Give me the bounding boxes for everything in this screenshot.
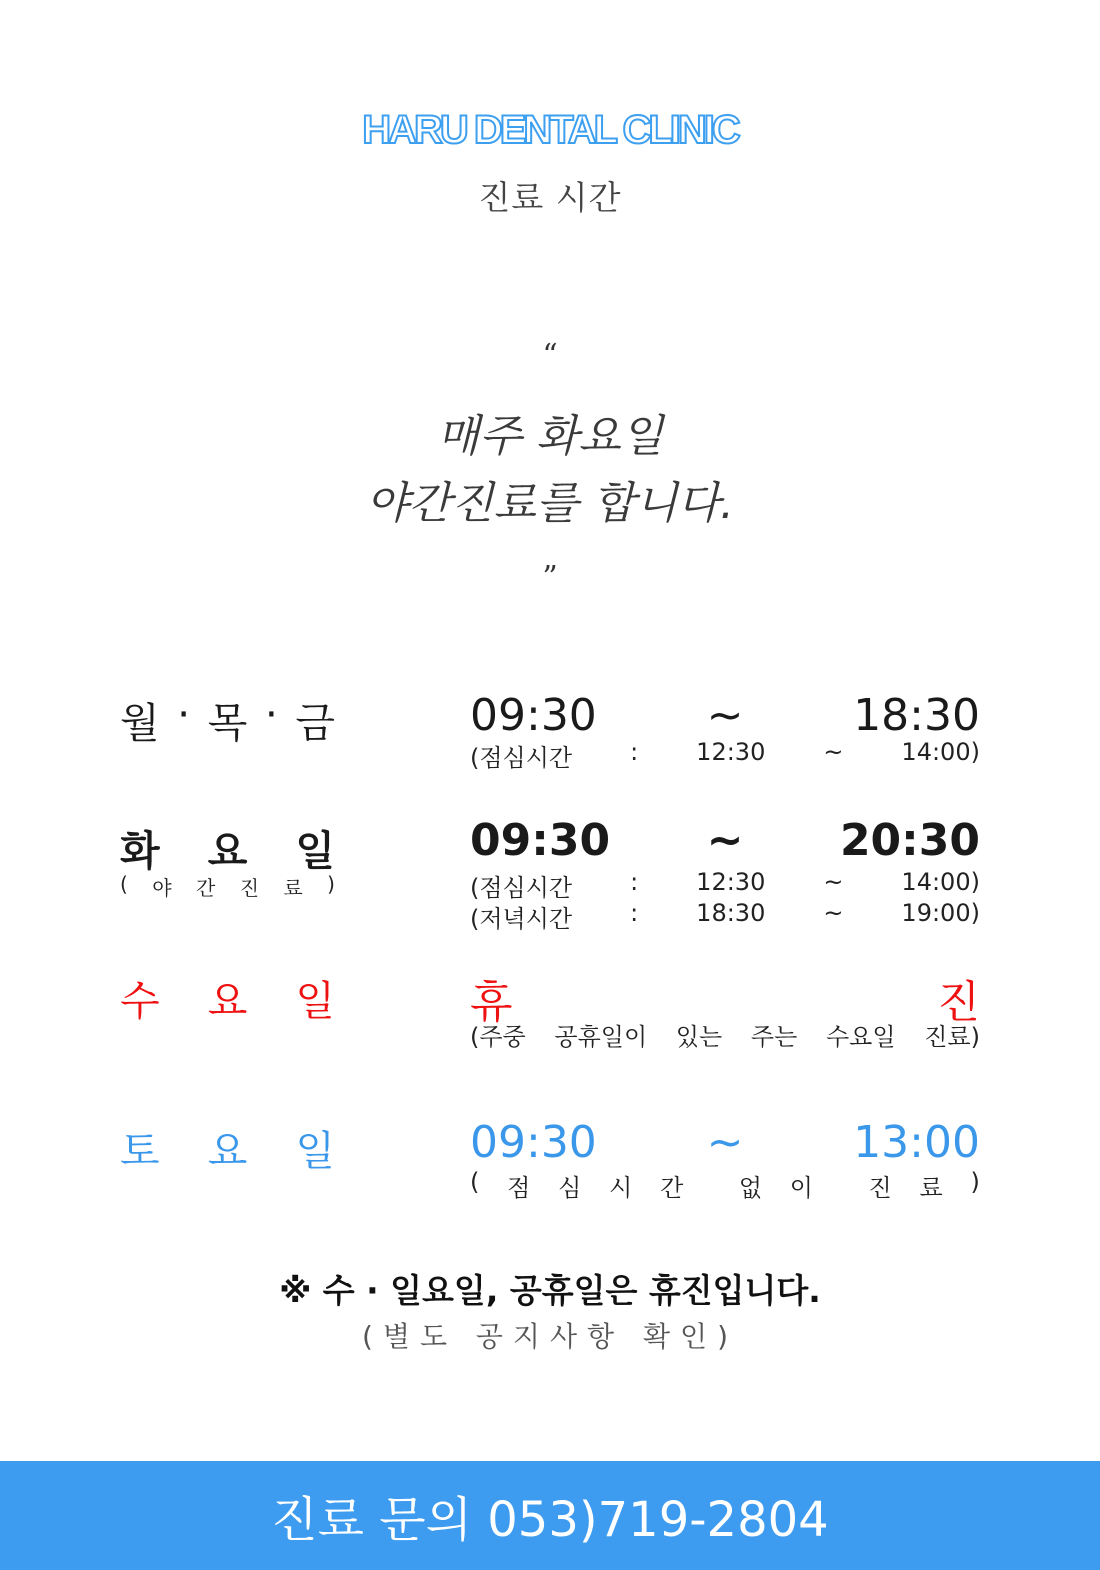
hours-mon-thu-fri [470,690,980,741]
saturday-no-lunch-note-part: 진 [868,1174,892,1202]
page-title: 진료 시간 [478,178,622,217]
hours-tuesday-part: 09:30 [470,815,611,866]
quote-line-2: 야간진료를 합니다. [365,478,734,529]
lunch-note-tuesday-part: : [630,868,639,896]
quote-line-1: 매주 화요일 [436,411,664,462]
hours-saturday [470,1117,980,1168]
lunch-note-tuesday-part: 14:00) [901,868,980,896]
closed-days-notice: ※ 수 · 일요일, 공휴일은 휴진입니다. [279,1271,821,1310]
wednesday-holiday-note-part: (주중 [470,1023,526,1051]
hours-mon-thu-fri-part: 18:30 [853,690,980,741]
dinner-note-tuesday-part: (저녁시간 [470,905,573,933]
day-label-wednesday [120,968,335,1027]
hours-tuesday-part: 20:30 [839,815,980,866]
dinner-note-tuesday-part: 19:00) [901,899,980,927]
night-clinic-label [120,872,335,901]
day-label-tuesday-part: 일 [295,827,335,875]
day-label-mon-thu-fri-part: · [264,690,278,738]
notice-reference: (별도 공지사항 확인) [361,1320,739,1353]
dinner-note-tuesday [470,899,980,934]
dinner-note-tuesday-part: ~ [823,899,844,927]
day-label-wednesday-part: 수 [120,977,160,1025]
dinner-note-tuesday-part: 18:30 [696,899,766,927]
day-label-mon-thu-fri [120,690,335,749]
day-label-tuesday-part: 화 [120,827,160,875]
saturday-no-lunch-note-part: ) [970,1168,980,1196]
saturday-no-lunch-note [470,1168,980,1203]
wednesday-holiday-note-part: 수요일 [825,1023,896,1051]
wednesday-holiday-note-part: 진료) [924,1023,980,1051]
saturday-no-lunch-note-part: ( [470,1168,480,1196]
saturday-no-lunch-note-part: 료 [919,1174,943,1202]
night-clinic-label-part: ) [327,872,335,896]
day-label-tuesday-part: 요 [207,827,248,875]
contact-phone-text: 진료 문의 053)719-2804 [271,1492,829,1548]
day-label-tuesday [120,818,335,877]
saturday-no-lunch-note-part: 점 [507,1174,531,1202]
saturday-no-lunch-note-part: 시 [609,1174,633,1202]
night-clinic-label-part: 간 [195,876,216,900]
day-label-wednesday-part: 일 [295,977,335,1025]
clinic-logo: HARU DENTAL CLINIC [362,108,738,152]
lunch-note-tuesday-part: (점심시간 [470,874,573,902]
night-clinic-label-part: 진 [239,876,260,900]
quote-open-mark: “ [542,338,558,373]
contact-footer [0,1461,1100,1570]
lunch-note-mon-thu-fri-part: : [630,738,639,766]
hours-saturday-part: 09:30 [470,1117,597,1168]
day-label-saturday-part: 일 [295,1127,335,1175]
dinner-note-tuesday-part: : [630,899,639,927]
night-clinic-label-part: 야 [152,876,172,900]
day-label-saturday-part: 요 [207,1127,248,1175]
hours-tuesday-part: ~ [706,815,744,866]
day-label-wednesday-part: 요 [207,977,248,1025]
lunch-note-mon-thu-fri-part: (점심시간 [470,744,573,772]
saturday-no-lunch-note-part: 심 [558,1174,582,1202]
lunch-note-mon-thu-fri [470,738,980,773]
saturday-no-lunch-note-part: 없 [738,1174,762,1202]
lunch-note-tuesday-part: 12:30 [696,868,766,896]
hours-saturday-part: ~ [706,1117,744,1168]
day-label-saturday [120,1118,335,1177]
day-label-mon-thu-fri-part: 목 [207,699,248,747]
saturday-no-lunch-note-part: 이 [789,1174,813,1202]
day-label-saturday-part: 토 [120,1127,160,1175]
lunch-note-mon-thu-fri-part: ~ [823,738,844,766]
night-clinic-label-part: 료 [283,876,303,900]
day-label-mon-thu-fri-part: 금 [295,699,335,747]
night-clinic-label-part: ( [120,872,128,896]
hours-saturday-part: 13:00 [853,1117,980,1168]
closed-wednesday-part: 휴 [470,977,513,1028]
day-label-mon-thu-fri-part: · [177,690,191,738]
wednesday-holiday-note-part: 있는 [675,1023,723,1051]
wednesday-holiday-note [470,1017,980,1052]
lunch-note-mon-thu-fri-part: 14:00) [901,738,980,766]
closed-wednesday-part: 진 [937,977,980,1028]
saturday-no-lunch-note-part: 간 [660,1174,684,1202]
lunch-note-tuesday [470,868,980,903]
lunch-note-tuesday-part: ~ [823,868,844,896]
hours-mon-thu-fri-part: ~ [706,690,744,741]
hours-mon-thu-fri-part: 09:30 [470,690,597,741]
wednesday-holiday-note-part: 공휴일이 [554,1023,648,1051]
day-label-mon-thu-fri-part: 월 [120,699,160,747]
hours-tuesday [470,815,980,866]
lunch-note-mon-thu-fri-part: 12:30 [696,738,766,766]
wednesday-holiday-note-part: 주는 [750,1023,798,1051]
quote-close-mark: ” [542,560,558,595]
